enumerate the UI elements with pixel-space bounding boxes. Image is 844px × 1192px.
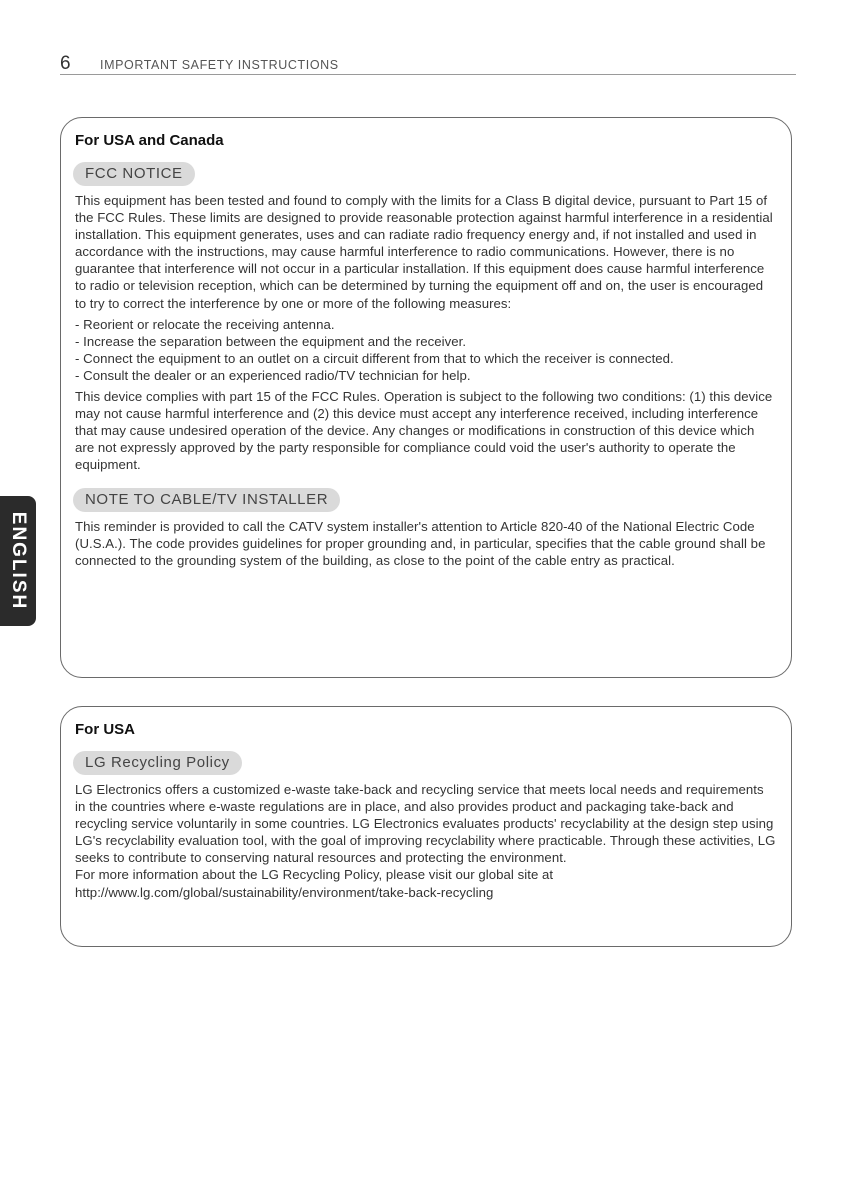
running-title: IMPORTANT SAFETY INSTRUCTIONS (100, 58, 339, 72)
fcc-notice-section (75, 162, 777, 474)
list-item: - Connect the equipment to an outlet on a circuit different from that to which the receiver is connected. (75, 350, 674, 366)
recycling-policy-paragraph: LG Electronics offers a customized e-waste take-back and recycling service that meets local needs and requirements in the countries where e-waste regulations are in place, and also provides product and packaging take-back and recycling service voluntarily in some countries. LG Electronics evaluates products' recyclability at the design step using LG's recyclability evaluation tool, with the goal of improving recyclability where practicable. Through these activities, LG seeks to contribute to conserving natural resources and protecting the environment. (75, 782, 776, 866)
usa-canada-box (60, 117, 792, 678)
fcc-notice-heading: FCC NOTICE (73, 162, 195, 186)
catv-installer-heading: NOTE TO CABLE/TV INSTALLER (73, 488, 340, 512)
list-item: - Reorient or relocate the receiving antenna. (75, 316, 335, 332)
recycling-url: http://www.lg.com/global/sustainability/environment/take-back-recycling (75, 884, 494, 900)
fcc-measures-list (75, 316, 777, 384)
catv-installer-section (75, 488, 777, 569)
list-item: - Consult the dealer or an experienced radio/TV technician for help. (75, 367, 471, 383)
recycling-policy-heading: LG Recycling Policy (73, 751, 242, 775)
fcc-compliance-paragraph: This device complies with part 15 of the FCC Rules. Operation is subject to the following two conditions: (1) this device may not cause harmful interference and (2) this device must accept any interference received, including interference that may cause undesired operation of the device. Any changes or modifications in construction of this device which are not expressly approved by the party responsible for compliance could void the user's authority to operate the equipment. (75, 389, 773, 473)
list-item: - Increase the separation between the equipment and the receiver. (75, 333, 467, 349)
language-tab (0, 496, 36, 626)
usa-box (60, 706, 792, 947)
language-tab-label: ENGLISH (8, 511, 29, 611)
recycling-more-info: For more information about the LG Recycling Policy, please visit our global site at (75, 867, 554, 883)
page-number: 6 (60, 53, 71, 74)
page-header (60, 54, 796, 75)
region-title-usa: For USA (75, 721, 135, 738)
fcc-intro-paragraph: This equipment has been tested and found to comply with the limits for a Class B digital device, pursuant to Part 15 of the FCC Rules. These limits are designed to provide reasonable protection against harmful interference in a residential installation. This equipment generates, uses and can radiate radio frequency energy and, if not installed and used in accordance with the instructions, may cause harmful interference to radio communications. However, there is no guarantee that interference will not occur in a particular installation. If this equipment does cause harmful interference to radio or television reception, which can be determined by turning the equipment off and on, the user is encouraged to try to correct the interference by one or more of the following measures: (75, 193, 773, 311)
recycling-policy-section (75, 751, 777, 901)
region-title-usa-canada: For USA and Canada (75, 132, 224, 149)
catv-installer-paragraph: This reminder is provided to call the CATV system installer's attention to Article 820-40 of the National Electric Code (U.S.A.). The code provides guidelines for proper grounding and, in particular, specifies that the cable ground shall be connected to the grounding system of the building, as close to the point of the cable entry as practical. (75, 518, 766, 568)
